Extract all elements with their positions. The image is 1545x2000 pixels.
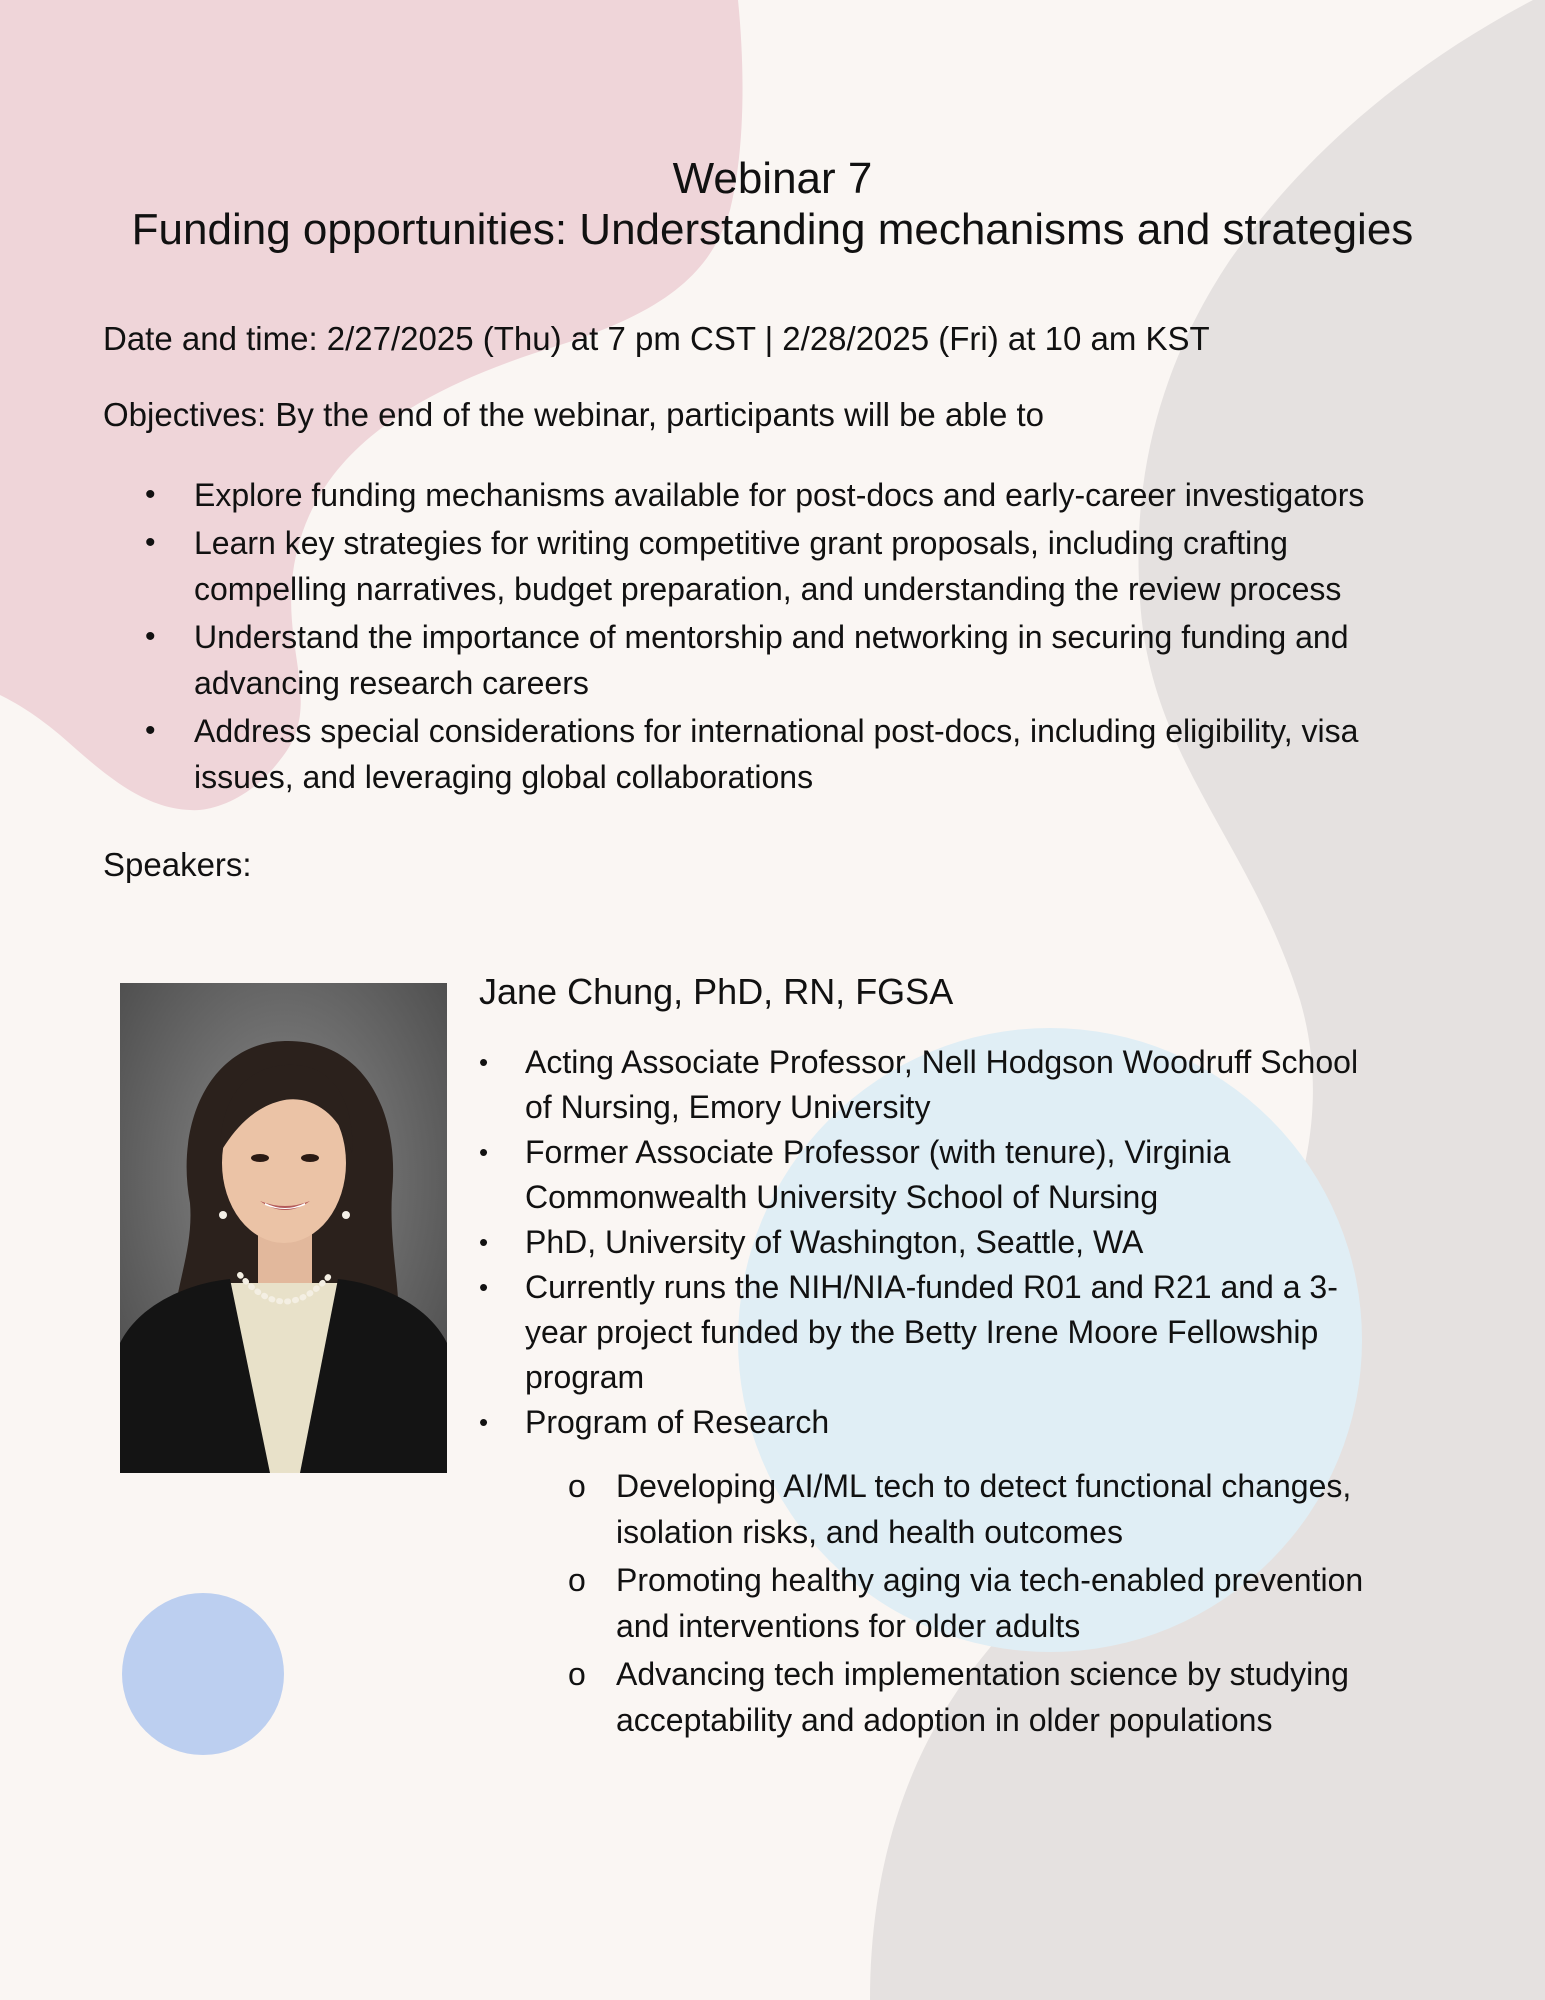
speaker-photo [120, 983, 447, 1473]
bio-text: Program of Research [525, 1404, 830, 1440]
objective-text: Learn key strategies for writing competitive grant proposals, including crafting compelling narratives, budget preparation, and understanding the review process [194, 525, 1342, 607]
bio-item [479, 1040, 1379, 1130]
speaker-name: Jane Chung, PhD, RN, FGSA [479, 971, 954, 1012]
research-item [568, 1557, 1368, 1649]
research-text: Advancing tech implementation science by studying acceptability and adoption in older populations [616, 1656, 1349, 1738]
webinar-number-title: Webinar 7 [672, 154, 873, 203]
objective-text: Address special considerations for international post-docs, including eligibility, visa issues, and leveraging global collaborations [194, 713, 1359, 795]
bullet-icon: • [479, 1047, 489, 1077]
research-item [568, 1651, 1368, 1743]
bio-item [479, 1130, 1379, 1220]
bio-text: PhD, University of Washington, Seattle, WA [525, 1224, 1144, 1260]
bio-text: Former Associate Professor (with tenure), Virginia Commonwealth University School of Nursing [525, 1134, 1231, 1215]
objective-item [145, 472, 1405, 518]
sub-bullet-icon: o [568, 1562, 586, 1598]
bullet-icon: • [145, 478, 156, 511]
bullet-icon: • [479, 1407, 489, 1437]
date-time-line: Date and time: 2/27/2025 (Thu) at 7 pm CST | 2/28/2025 (Fri) at 10 am KST [103, 320, 1210, 357]
webinar-topic-title: Funding opportunities: Understanding mechanisms and strategies [131, 205, 1414, 254]
objective-item [145, 614, 1405, 706]
speakers-heading: Speakers: [103, 846, 252, 883]
objective-item [145, 520, 1405, 612]
bio-text: Acting Associate Professor, Nell Hodgson Woodruff School of Nursing, Emory University [525, 1044, 1359, 1125]
bio-item [479, 1400, 1379, 1445]
bullet-icon: • [145, 620, 156, 653]
bullet-icon: • [479, 1137, 489, 1167]
sub-bullet-icon: o [568, 1656, 586, 1692]
research-text: Developing AI/ML tech to detect functional changes, isolation risks, and health outcomes [616, 1468, 1352, 1550]
bio-item [479, 1265, 1379, 1400]
bullet-icon: • [145, 526, 156, 559]
research-text: Promoting healthy aging via tech-enabled prevention and interventions for older adults [616, 1562, 1364, 1644]
speaker-bio-list [479, 1040, 1379, 1445]
research-item [568, 1463, 1368, 1555]
bullet-icon: • [479, 1272, 489, 1302]
objective-text: Explore funding mechanisms available for post-docs and early-career investigators [194, 477, 1365, 513]
bullet-icon: • [479, 1227, 489, 1257]
bio-text: Currently runs the NIH/NIA-funded R01 and R21 and a 3-year project funded by the Betty Irene Moore Fellowship program [525, 1269, 1338, 1395]
objectives-list [145, 472, 1405, 802]
research-program-list [568, 1463, 1368, 1745]
objective-item [145, 708, 1405, 800]
bio-item [479, 1220, 1379, 1265]
objectives-intro: Objectives: By the end of the webinar, participants will be able to [103, 396, 1045, 433]
objective-text: Understand the importance of mentorship and networking in securing funding and advancing research careers [194, 619, 1349, 701]
bullet-icon: • [145, 714, 156, 747]
sub-bullet-icon: o [568, 1468, 586, 1504]
